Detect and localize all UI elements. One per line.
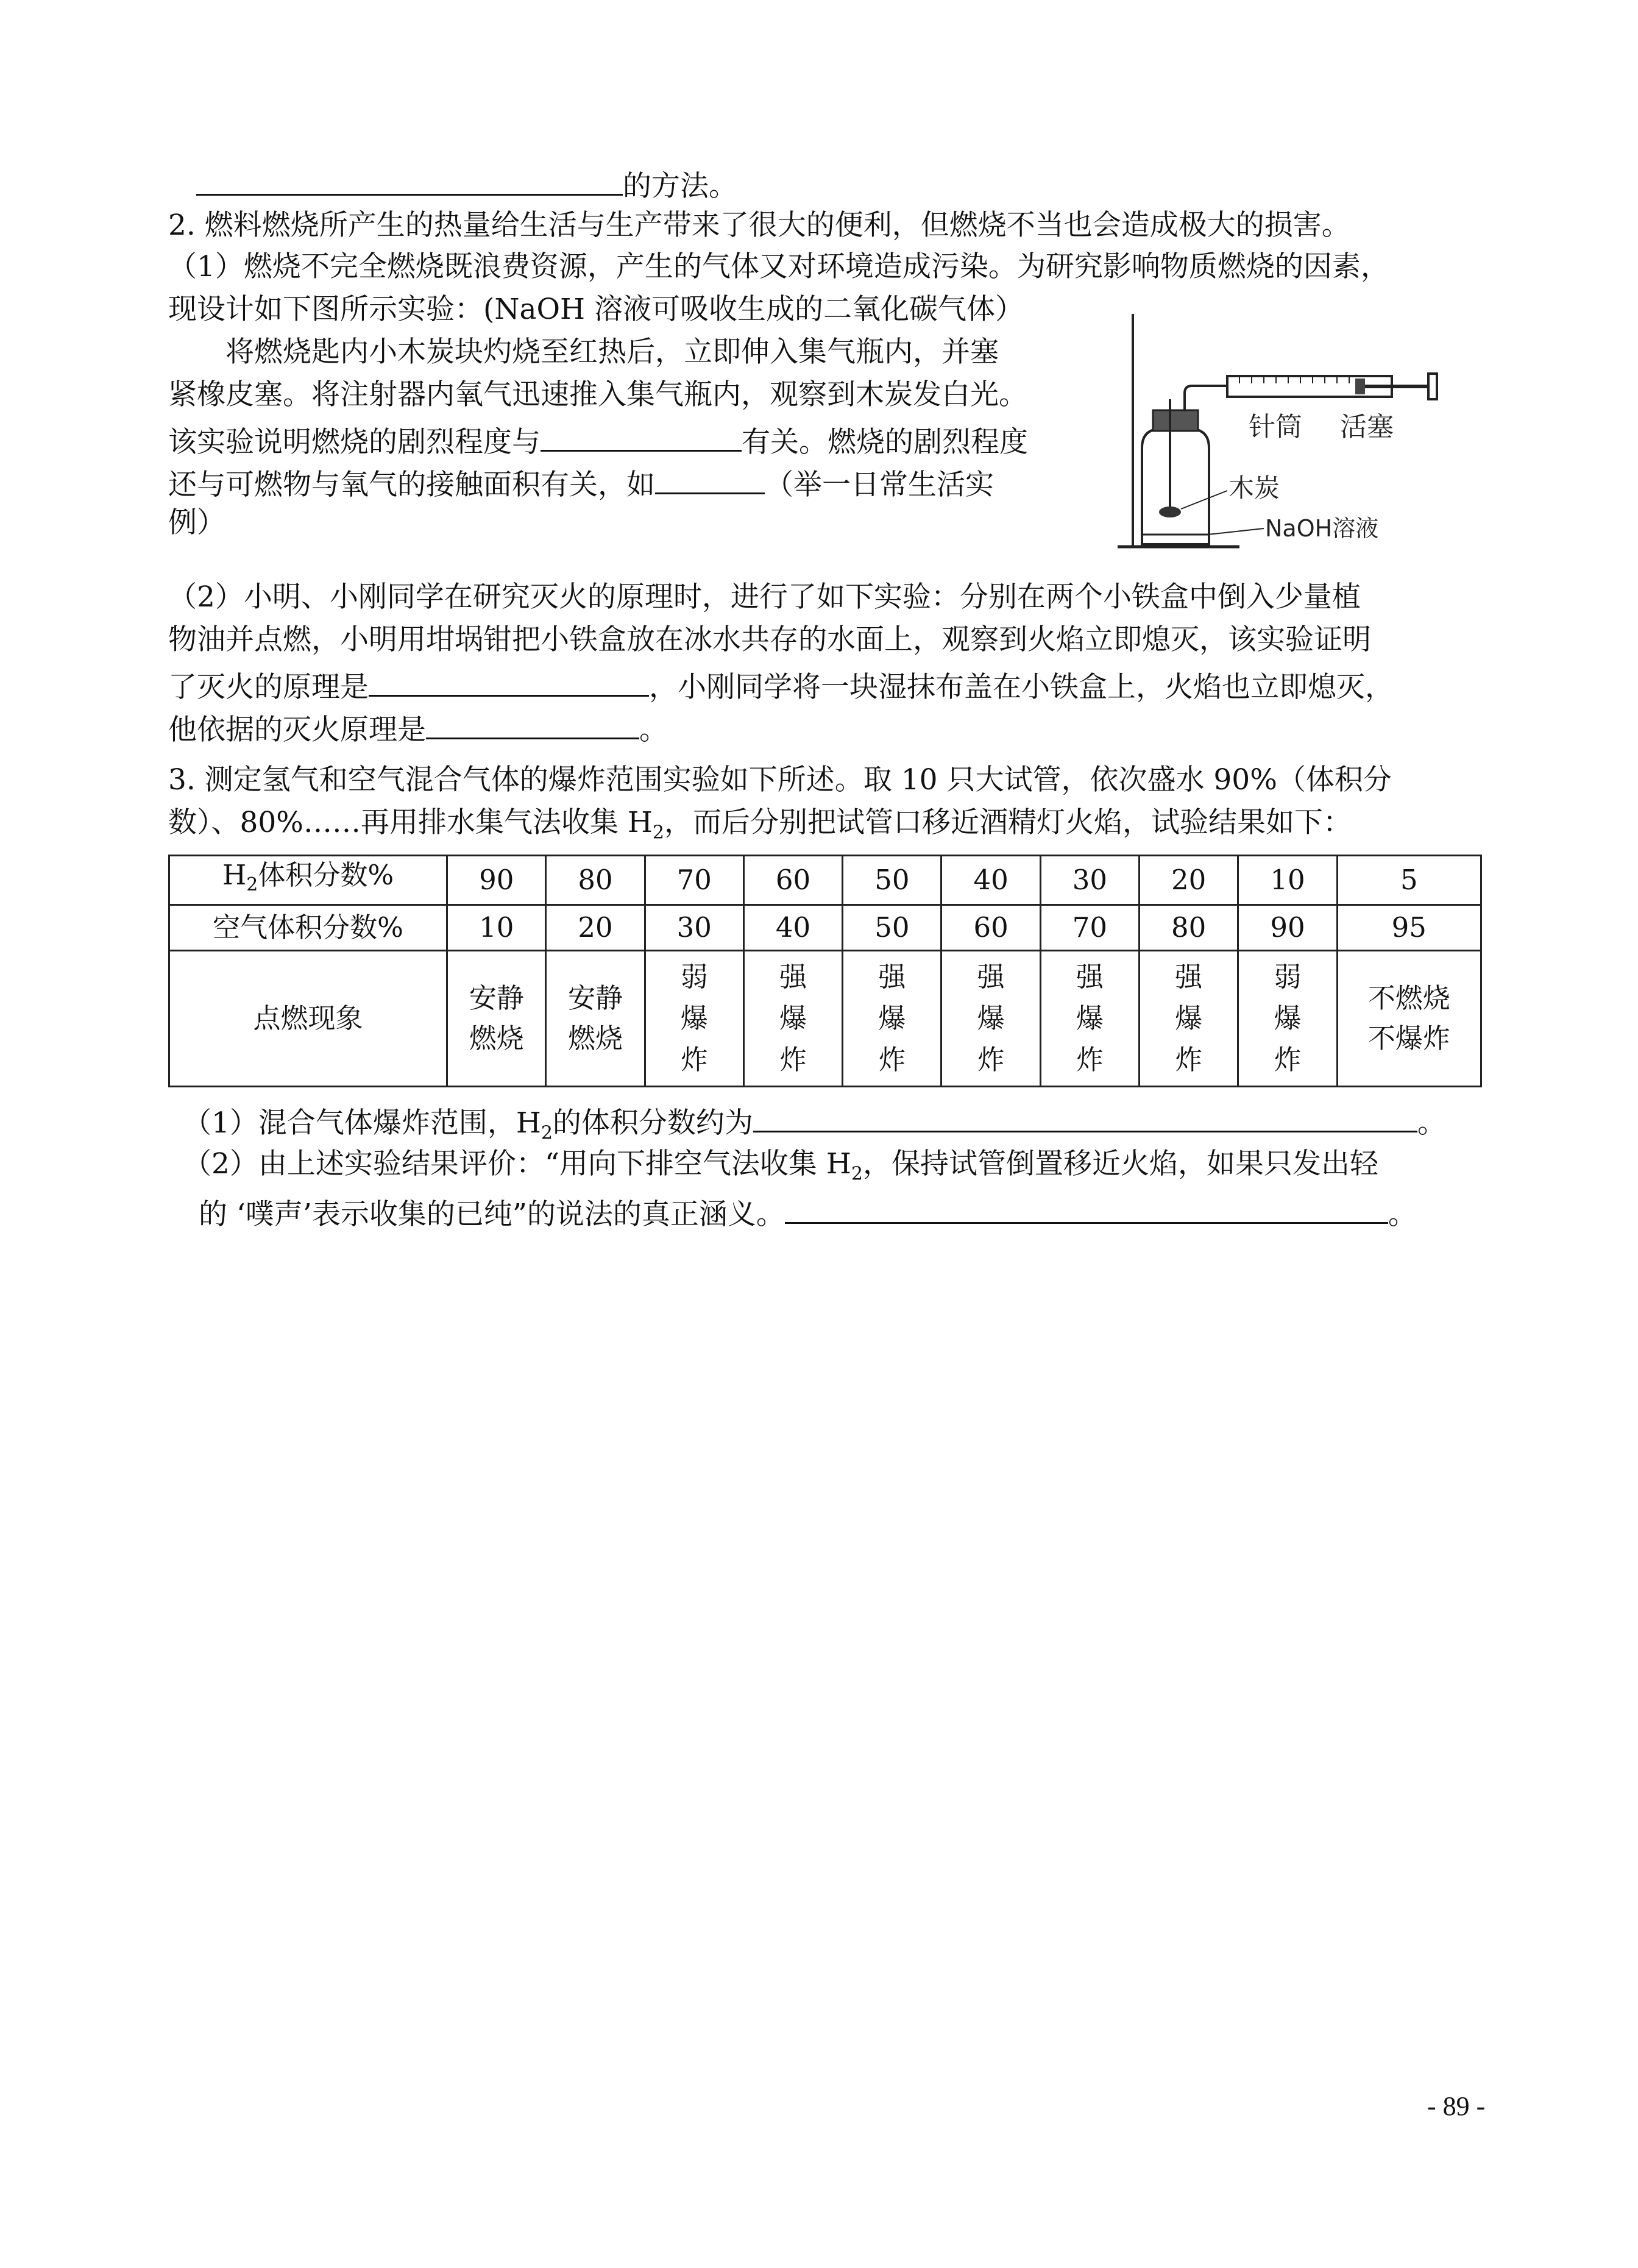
table-row-ignition-result [169,951,1481,1087]
table-cell: 60 [743,856,842,905]
table-cell: 95 [1337,905,1481,951]
table-cell: 80 [1140,905,1238,951]
table-cell: 弱爆炸 [645,951,743,1087]
table-row-h2-fraction [169,856,1481,905]
table-cell: 10 [1238,856,1337,905]
q2-part2-line3: 了灭火的原理是 ，小刚同学将一块湿抹布盖在小铁盒上，火焰也立即熄灭， [168,664,1394,702]
table-cell: 30 [1040,856,1139,905]
table-cell: 40 [941,856,1040,905]
q2-part1-line2: 现设计如下图所示实验：(NaOH 溶液可吸收生成的二氧化碳气体） [168,293,1024,326]
plunger-handle [1428,374,1437,399]
gas-bottle [1142,430,1209,544]
explosion-range-table [168,855,1482,1087]
experiment-apparatus-figure [1112,308,1453,552]
label-charcoal: 木炭 [1228,473,1280,503]
row-header-air: 空气体积分数% [169,905,447,951]
leader-charcoal [1181,491,1227,509]
q3-part1: （1）混合气体爆炸范围，$H_2$的体积分数约为 。 [183,1100,1446,1138]
q3-part2-line1: （2）由上述实验结果评价：“用向下排空气法收集 $H_2$，保持试管倒置移近火焰，如果只发出轻 [183,1147,1378,1185]
table-cell: 40 [743,905,842,951]
q2-part2-line2: 物油并点燃，小明用坩埚钳把小铁盒放在冰水共存的水面上，观察到火焰立即熄灭，该实验证明 [168,623,1371,656]
table-cell: 30 [645,905,743,951]
table-cell: 强爆炸 [843,951,941,1087]
q2-part1-line7: 例） [168,506,225,539]
answer-blank-method[interactable] [196,163,623,196]
answer-blank-factor[interactable] [541,419,742,452]
table-cell: 50 [843,905,941,951]
connecting-tube [1185,386,1227,411]
table-row-air-fraction [169,905,1481,951]
q2-part1-line6: 还与可燃物与氧气的接触面积有关，如 （举一日常生活实 [168,462,994,500]
table-cell: 安静燃烧 [447,951,546,1087]
line-1: 的方法。 [196,163,737,201]
label-plunger: 活塞 [1340,411,1394,443]
answer-blank-meaning[interactable] [785,1192,1388,1224]
question-3-stem: 3. 测定氢气和空气混合气体的爆炸范围实验如下所述。取 10 只大试管，依次盛水 90%（体积分 [168,763,1392,797]
table-cell: 80 [546,856,645,905]
answer-blank-principle-1[interactable] [369,664,649,697]
table-cell: 强爆炸 [1140,951,1238,1087]
answer-blank-explosion-range[interactable] [753,1100,1417,1132]
table-cell: 70 [645,856,743,905]
table-cell: 强爆炸 [1040,951,1139,1087]
q2-part1-line5: 该实验说明燃烧的剧烈程度与 有关。燃烧的剧烈程度 [168,419,1028,457]
answer-blank-principle-2[interactable] [426,707,639,739]
label-syringe: 针筒 [1249,411,1302,443]
q2-part1-line3: 将燃烧匙内小木炭块灼烧至红热后，立即伸入集气瓶内，并塞 [225,335,999,369]
table-cell: 强爆炸 [941,951,1040,1087]
q3-part2-line2: 的 ‘噗声’表示收集的已纯”的说法的真正涵义。 。 [199,1192,1417,1229]
table-cell: 5 [1337,856,1481,905]
label-naoh-solution: NaOH溶液 [1265,515,1379,542]
answer-blank-example[interactable] [655,462,765,494]
table-cell: 安静燃烧 [546,951,645,1087]
table-cell: 不燃烧不爆炸 [1337,951,1481,1087]
leader-naoh [1208,528,1264,535]
table-cell: 弱爆炸 [1238,951,1337,1087]
syringe-plunger-head [1355,379,1365,394]
rubber-stopper [1153,410,1198,431]
question-3-stem-line2: 数）、80%……再用排水集气法收集 $H_2$，而后分别把试管口移近酒精灯火焰，试验结果如下： [168,806,1352,844]
row-header-ignition: 点燃现象 [169,951,447,1087]
q2-part2-line1: （2）小明、小刚同学在研究灭火的原理时，进行了如下实验：分别在两个小铁盒中倒入少量植 [168,580,1361,614]
table-cell: 20 [1140,856,1238,905]
q2-part2-line4: 他依据的灭火原理是 。 [168,707,668,745]
table-cell: 60 [941,905,1040,951]
page-number: - 89 - [1427,2091,1486,2121]
table-cell: 强爆炸 [743,951,842,1087]
row-header-h2: $H_2$体积分数% [169,856,447,905]
table-cell: 50 [843,856,941,905]
q2-part1-line4: 紧橡皮塞。将注射器内氧气迅速推入集气瓶内，观察到木炭发白光。 [168,378,1027,411]
table-cell: 10 [447,905,546,951]
table-cell: 90 [1238,905,1337,951]
table-cell: 70 [1040,905,1139,951]
table-cell: 90 [447,856,546,905]
question-2-stem: 2. 燃料燃烧所产生的热量给生活与生产带来了很大的便利，但燃烧不当也会造成极大的损害。 [168,208,1350,242]
charcoal-piece [1159,507,1181,517]
table-cell: 20 [546,905,645,951]
q2-part1-line1: （1）燃烧不完全燃烧既浪费资源，产生的气体又对环境造成污染。为研究影响物质燃烧的因素， [168,250,1389,283]
